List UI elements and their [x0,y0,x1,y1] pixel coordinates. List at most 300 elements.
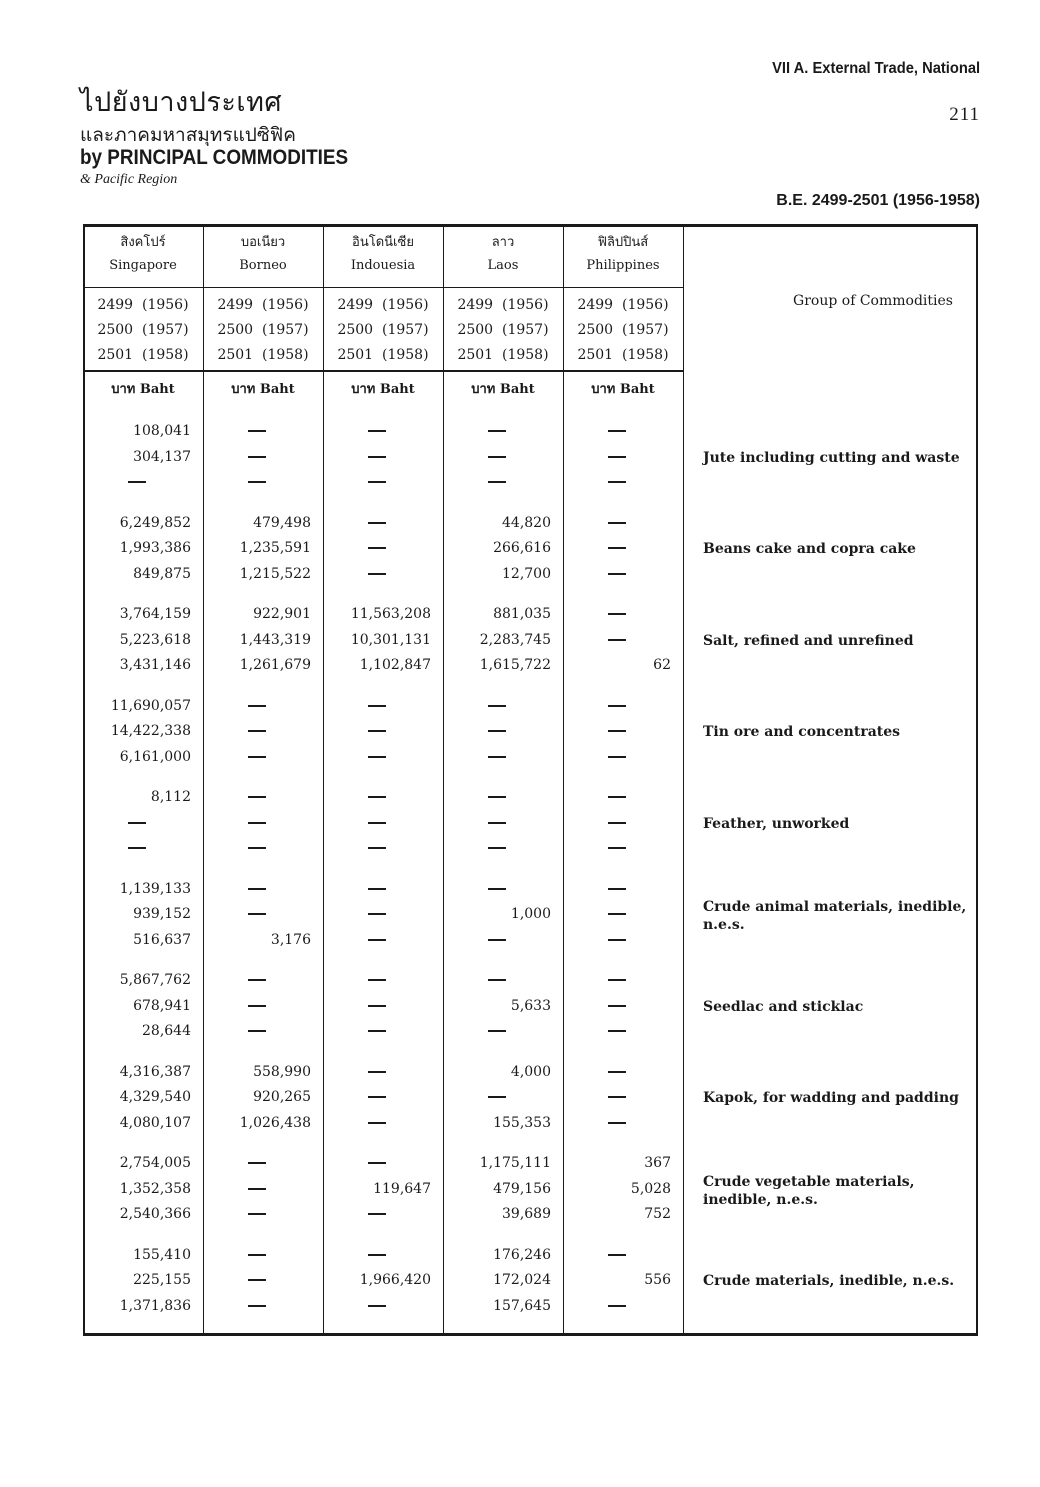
table-cell: 44,820 [502,514,551,531]
year-label: 2501 (1958) [217,347,309,363]
table-cell-empty [203,694,311,719]
table-cell: 172,024 [493,1272,551,1288]
dash-mark [368,547,386,549]
dash-mark [488,481,506,483]
dash-mark [608,639,626,641]
year-label: 2499 (1956) [217,297,309,313]
column-header-thai: บอเนียว [240,235,286,250]
unit-label: บาท Baht [591,382,655,397]
dash-mark [608,456,626,458]
table-cell: 108,041 [133,423,191,439]
page-subtitle: & Pacific Region [80,172,178,187]
table-cell: 119,647 [373,1180,431,1197]
table-cell-empty [563,562,671,587]
table-cell: 4,080,107 [119,1114,191,1131]
table-cell-empty [563,628,671,653]
table-cell: 849,875 [133,565,191,582]
table-cell-empty [563,1111,671,1136]
dash-mark [248,705,266,707]
table-cell-empty [563,470,671,495]
table-cell: 1,139,133 [119,880,191,897]
table-cell-empty [323,1019,431,1044]
year-label: 2500 (1957) [217,322,309,338]
table-cell-empty [443,719,551,744]
dash-mark [608,547,626,549]
dash-mark [488,939,506,941]
dash-mark [248,1162,266,1164]
table-cell-empty [323,694,431,719]
dash-mark [368,913,386,915]
table-cell: 155,353 [493,1114,551,1131]
dash-mark [248,1305,266,1307]
table-cell-empty [443,745,551,770]
year-label: 2499 (1956) [337,297,429,313]
table-cell-empty [563,745,671,770]
table-cell: 5,028 [630,1180,671,1197]
table-cell: 8,112 [150,789,191,805]
table-cell-empty [323,994,431,1019]
dash-mark [248,796,266,798]
table-cell-empty [323,419,431,444]
dash-mark [608,1030,626,1032]
year-list [563,293,683,368]
table-cell: 304,137 [133,448,191,465]
dash-mark [608,847,626,849]
table-cell: 4,000 [510,1063,551,1080]
commodity-group-label: Seedlac and sticklac [703,998,864,1015]
dash-mark [488,1030,506,1032]
table-cell-empty [83,470,191,495]
table-cell-empty [563,836,671,861]
table-cell: 1,102,847 [359,657,431,673]
period-heading: B.E. 2499-2501 (1956-1958) [776,192,980,209]
table-cell: 266,616 [493,540,551,556]
dash-mark [488,979,506,981]
table-cell-empty [203,745,311,770]
dash-mark [368,705,386,707]
dash-mark [368,796,386,798]
year-label: 2500 (1957) [97,322,189,338]
column-header-english: Singapore [109,258,177,273]
table-cell: 922,901 [253,606,311,622]
dash-mark [248,1005,266,1007]
table-cell: 558,990 [253,1063,311,1080]
dash-mark [248,456,266,458]
table-cell-empty [443,968,551,993]
table-cell-empty [323,562,431,587]
column-header-english: Laos [487,258,519,273]
table-cell-empty [83,836,191,861]
table-cell-empty [203,445,311,470]
table-cell-empty [563,811,671,836]
table-cell-empty [203,1243,311,1268]
dash-mark [368,1122,386,1124]
table-cell: 1,175,111 [479,1155,551,1171]
table-cell: 2,540,366 [119,1206,191,1222]
dash-mark [488,888,506,890]
dash-mark [368,573,386,575]
table-cell: 1,000 [510,906,551,922]
column-header-borneo [203,233,323,276]
dash-mark [608,822,626,824]
table-cell: 3,176 [270,931,311,948]
commodity-group-label: Crude materials, inedible, n.e.s. [703,1273,955,1289]
year-label: 2501 (1958) [457,347,549,363]
table-cell-empty [563,719,671,744]
dash-mark [608,573,626,575]
table-cell-empty [323,445,431,470]
trade-table [83,224,978,1336]
table-cell: 1,966,420 [359,1272,431,1288]
header-rule [83,287,683,288]
unit-label: บาท Baht [231,382,295,397]
dash-mark [488,756,506,758]
table-cell-empty [323,785,431,810]
dash-mark [368,822,386,824]
dash-mark [128,847,146,849]
table-cell: 14,422,338 [110,723,191,739]
table-cell-empty [203,811,311,836]
dash-mark [488,456,506,458]
dash-mark [368,1096,386,1098]
year-label: 2501 (1958) [337,347,429,363]
column-header-english: Philippines [586,258,660,273]
column-header-laos [443,233,563,276]
table-cell: 1,443,319 [239,631,311,648]
table-cell-empty [203,1268,311,1293]
dash-mark [608,1005,626,1007]
table-cell-empty [563,1294,671,1319]
table-cell-empty [443,811,551,836]
table-cell-empty [563,1019,671,1044]
dash-mark [368,1162,386,1164]
table-cell-empty [203,994,311,1019]
table-cell-empty [203,1151,311,1176]
dash-mark [248,822,266,824]
table-cell-empty [323,902,431,927]
table-cell: 1,371,836 [119,1297,191,1314]
dash-mark [368,522,386,524]
year-list [203,293,323,368]
table-cell-empty [203,419,311,444]
commodity-group-label: Beans cake and copra cake [703,541,916,557]
table-cell: 752 [644,1206,671,1222]
table-cell-empty [323,811,431,836]
table-cell: 939,152 [133,906,191,922]
table-cell: 10,301,131 [350,631,431,648]
dash-mark [608,613,626,615]
year-list [83,293,203,368]
table-cell: 5,867,762 [119,972,191,988]
table-cell-empty [563,928,671,953]
table-right-border [976,227,978,1333]
dash-mark [608,1096,626,1098]
table-cell: 5,223,618 [119,631,191,648]
dash-mark [368,1030,386,1032]
table-cell-empty [203,1294,311,1319]
column-header-thai: ลาว [491,235,515,250]
table-cell-empty [563,511,671,536]
dash-mark [368,1071,386,1073]
dash-mark [128,822,146,824]
dash-mark [368,1213,386,1215]
table-cell: 1,352,358 [119,1180,191,1197]
dash-mark [608,705,626,707]
dash-mark [368,1005,386,1007]
table-cell-empty [203,1019,311,1044]
table-cell-empty [563,1060,671,1085]
table-cell-empty [563,694,671,719]
table-cell-empty [323,1202,431,1227]
table-cell-empty [323,1060,431,1085]
table-cell-empty [203,902,311,927]
table-cell-empty [203,785,311,810]
unit-label: บาท Baht [111,382,175,397]
dash-mark [128,481,146,483]
commodity-group-label: Jute including cutting and waste [703,449,960,466]
commodity-group-label: Salt, refined and unrefined [703,632,914,649]
table-cell: 4,329,540 [119,1089,191,1105]
year-label: 2500 (1957) [337,322,429,338]
year-label: 2501 (1958) [97,347,189,363]
unit-label: บาท Baht [351,382,415,397]
dash-mark [248,756,266,758]
table-cell-empty [443,445,551,470]
dash-mark [368,481,386,483]
table-cell-empty [323,470,431,495]
table-cell: 3,431,146 [119,657,191,673]
dash-mark [368,730,386,732]
column-header-philippines [563,233,683,276]
dash-mark [248,979,266,981]
table-cell: 1,215,522 [239,565,311,582]
column-divider [683,227,684,1333]
table-cell-empty [83,811,191,836]
table-cell: 2,754,005 [119,1155,191,1171]
table-cell: 39,689 [502,1206,551,1222]
dash-mark [248,1254,266,1256]
table-cell: 176,246 [493,1246,551,1263]
table-cell: 1,615,722 [479,657,551,673]
table-cell-empty [443,877,551,902]
table-cell-empty [323,511,431,536]
dash-mark [608,1305,626,1307]
dash-mark [248,430,266,432]
dash-mark [608,1254,626,1256]
table-cell-empty [443,836,551,861]
unit-label: บาท Baht [471,382,535,397]
table-cell: 155,410 [133,1246,191,1263]
dash-mark [248,730,266,732]
table-cell-empty [563,602,671,627]
table-cell-empty [443,928,551,953]
commodity-group-label: Kapok, for wadding and padding [703,1090,959,1106]
dash-mark [608,1071,626,1073]
table-cell-empty [563,536,671,561]
table-cell-empty [563,1243,671,1268]
dash-mark [608,939,626,941]
dash-mark [248,1030,266,1032]
dash-mark [368,939,386,941]
table-cell-empty [323,1111,431,1136]
table-cell: 5,633 [510,997,551,1014]
dash-mark [608,756,626,758]
dash-mark [368,979,386,981]
table-cell: 516,637 [133,931,191,948]
column-header-thai: อินโดนีเซีย [352,235,414,250]
commodity-group-label: Feather, unworked [703,815,850,832]
table-cell: 3,764,159 [119,606,191,622]
table-cell-empty [563,968,671,993]
dash-mark [248,913,266,915]
table-cell-empty [563,1085,671,1110]
table-cell-empty [563,877,671,902]
table-cell: 12,700 [502,565,551,582]
dash-mark [368,1305,386,1307]
table-cell: 6,249,852 [119,514,191,531]
table-cell: 678,941 [133,997,191,1014]
table-cell: 4,316,387 [119,1063,191,1080]
dash-mark [488,430,506,432]
column-header-indonesia [323,233,443,276]
table-cell: 157,645 [493,1297,551,1314]
year-list [323,293,443,368]
commodity-group-label: Crude vegetable materials, inedible, n.e.s. [703,1173,915,1208]
column-header-singapore [83,233,203,276]
column-header-thai: ฟิลิปปินส์ [597,235,649,250]
table-cell-empty [203,1177,311,1202]
dash-mark [248,481,266,483]
thai-subtitle: และภาคมหาสมุทรแปซิฟิค [80,124,296,146]
dash-mark [368,888,386,890]
table-cell-empty [323,536,431,561]
dash-mark [608,913,626,915]
table-cell: 1,026,438 [239,1114,311,1131]
table-cell-empty [443,1019,551,1044]
table-cell: 367 [644,1155,671,1171]
dash-mark [488,847,506,849]
table-cell-empty [443,785,551,810]
header-rule [83,370,683,372]
table-cell-empty [323,968,431,993]
table-cell: 11,563,208 [350,606,431,622]
table-cell: 920,265 [253,1089,311,1105]
dash-mark [488,730,506,732]
column-header-thai: สิงคโปร์ [120,235,166,250]
dash-mark [248,847,266,849]
table-cell: 2,283,745 [479,631,551,648]
table-cell-empty [203,836,311,861]
dash-mark [368,1254,386,1256]
table-cell-empty [323,745,431,770]
table-cell-empty [323,1294,431,1319]
dash-mark [248,888,266,890]
table-cell-empty [323,928,431,953]
table-cell-empty [203,470,311,495]
group-of-commodities-header: Group of Commodities [793,293,953,309]
table-cell: 28,644 [142,1023,191,1039]
table-cell-empty [563,902,671,927]
dash-mark [608,796,626,798]
dash-mark [488,796,506,798]
table-cell-empty [323,1243,431,1268]
dash-mark [248,1279,266,1281]
table-cell-empty [563,419,671,444]
dash-mark [608,730,626,732]
table-cell-empty [563,994,671,1019]
table-cell-empty [563,445,671,470]
dash-mark [488,705,506,707]
page-title: by PRINCIPAL COMMODITIES [80,146,349,169]
table-cell-empty [323,877,431,902]
dash-mark [608,481,626,483]
dash-mark [608,522,626,524]
year-label: 2501 (1958) [577,347,669,363]
table-cell: 225,155 [133,1272,191,1288]
table-cell-empty [563,785,671,810]
table-cell-empty [443,470,551,495]
table-cell: 881,035 [493,606,551,622]
dash-mark [368,847,386,849]
dash-mark [368,456,386,458]
year-label: 2499 (1956) [97,297,189,313]
dash-mark [608,1122,626,1124]
dash-mark [488,822,506,824]
table-cell-empty [443,419,551,444]
page-number: 211 [949,104,980,125]
table-cell: 479,156 [493,1180,551,1197]
table-cell-empty [203,968,311,993]
commodity-group-label: Tin ore and concentrates [703,724,901,740]
table-cell: 479,498 [253,514,311,531]
table-cell: 11,690,057 [110,697,191,714]
dash-mark [488,1096,506,1098]
table-cell: 62 [653,657,671,673]
year-label: 2499 (1956) [457,297,549,313]
table-cell: 556 [644,1272,671,1288]
section-heading: VII A. External Trade, National [771,60,980,77]
year-list [443,293,563,368]
table-cell: 1,993,386 [119,540,191,556]
table-cell-empty [323,1085,431,1110]
table-cell-empty [323,719,431,744]
column-header-english: Borneo [239,258,287,273]
table-cell-empty [443,1085,551,1110]
table-cell-empty [203,719,311,744]
year-label: 2500 (1957) [577,322,669,338]
dash-mark [608,979,626,981]
thai-title: ไปยังบางประเทศ [80,87,283,118]
dash-mark [368,430,386,432]
table-cell-empty [203,877,311,902]
column-header-english: Indouesia [350,258,416,273]
table-cell-empty [443,694,551,719]
table-cell: 6,161,000 [119,748,191,765]
table-cell-empty [203,1202,311,1227]
commodity-group-label: Crude animal materials, inedible, n.e.s. [703,899,967,933]
dash-mark [248,1213,266,1215]
year-label: 2500 (1957) [457,322,549,338]
dash-mark [608,430,626,432]
table-cell: 1,261,679 [239,657,311,673]
dash-mark [248,1188,266,1190]
dash-mark [608,888,626,890]
table-cell-empty [323,836,431,861]
year-label: 2499 (1956) [577,297,669,313]
table-cell: 1,235,591 [239,540,311,556]
dash-mark [368,756,386,758]
table-cell-empty [323,1151,431,1176]
